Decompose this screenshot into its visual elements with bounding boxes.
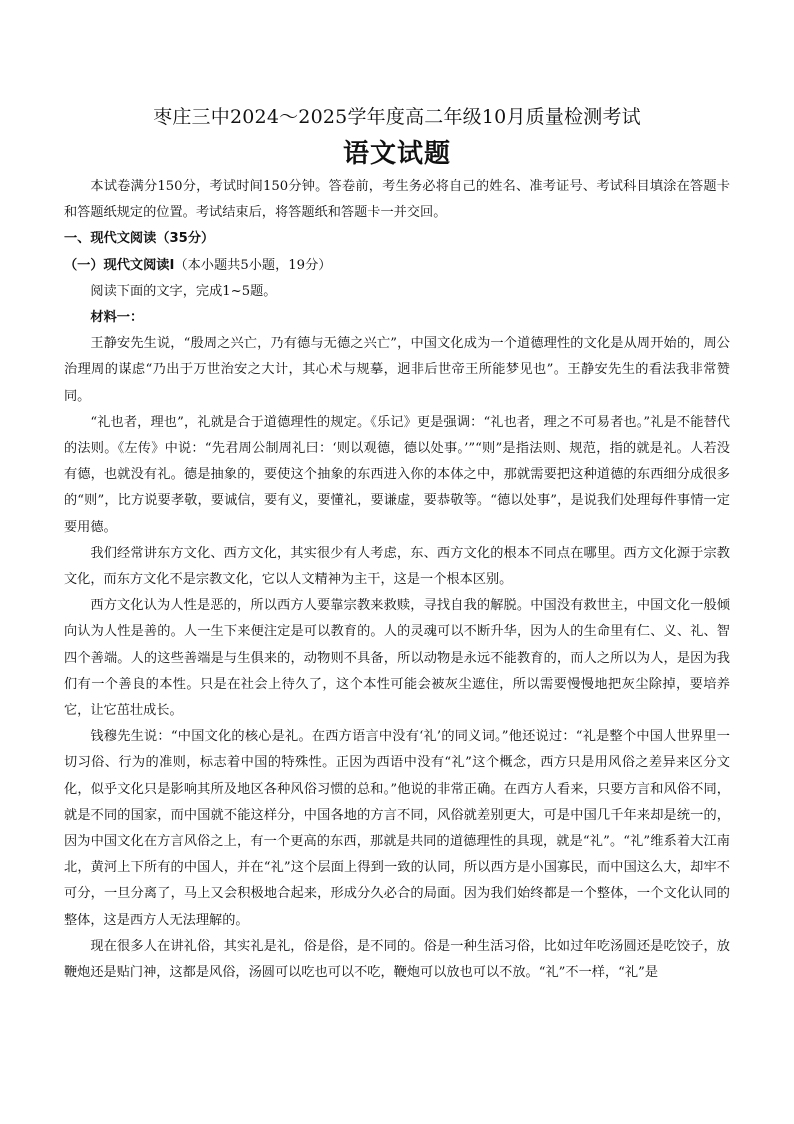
material-label: 材料一：: [90, 310, 144, 326]
exam-title: 枣庄三中2024～2025学年度高二年级10月质量检测考试: [153, 106, 641, 128]
paragraph: 王静安先生说，“殷周之兴亡，乃有德与无德之兴亡”，中国文化成为一个道德理性的文化是从周开始的，周公治理周的谋虑“乃出于万世治安之大计，其心术与规摹，迥非后世帝王所能梦见也”。王静安先生的看法我非常赞同。: [64, 336, 730, 404]
paragraph: 钱穆先生说：“中国文化的核心是礼。在西方语言中没有‘礼’的同义词。”他还说过：“礼是整个中国人世界里一切习俗、行为的准则，标志着中国的特殊性。正因为西语中没有“礼”这个概念，西方只是用风俗之差异来区分文化，似乎文化只是影响其所及地区各种风俗习惯的总和。”他说的非常正确。在西方人看来，只要方言和风俗不同，就是不同的国家，而中国就不能这样分，中国各地的方言不同，风俗就差别更大，可是中国几千年来却是统一的，因为中国文化在方言风俗之上，有一个更高的东西，那就是共同的道德理性的具现，就是“礼”。“礼”维系着大江南北，黄河上下所有的中国人，并在“礼”这个层面上得到一致的认同，所以西方是小国寡民，而中国这么大，却牢不可分，一旦分离了，马上又会积极地合起来，形成分久必合的局面。因为我们始终都是一个整体，一个文化认同的整体，这是西方人无法理解的。: [64, 729, 730, 928]
exam-page: [64, 102, 730, 986]
reading-prompt: 阅读下面的文字，完成1~5题。: [90, 283, 277, 299]
subsection-label: （一）现代文阅读Ⅰ: [64, 257, 175, 273]
material-heading: [64, 305, 730, 331]
paragraph: “礼也者，理也”，礼就是合于道德理性的规定。《乐记》更是强调：“礼也者，理之不可易者也。”礼是不能替代的法则。《左传》中说：“先君周公制周礼曰：‘则以观德，德以处事。’”“则”是指法则、规范，指的就是礼。人若没有德，也就没有礼。德是抽象的，要使这个抽象的东西进入你的本体之中，那就需要把这种道德的东西细分成很多的“则”，比方说要孝敬，要诚信，要有义，要懂礼，要谦虚，要恭敬等。“德以处事”，是说我们处理每件事情一定要用德。: [64, 414, 730, 535]
subsection-heading: [64, 253, 730, 279]
section-label: 一、现代文阅读（35分）: [64, 231, 215, 247]
section-heading: [64, 226, 730, 252]
paragraph: 西方文化认为人性是恶的，所以西方人要靠宗教来救赎，寻找自我的解脱。中国没有救世主，中国文化一般倾向认为人性是善的。人一生下来便注定是可以教育的。人的灵魂可以不断升华，因为人的生命里有仁、义、礼、智四个善端。人的这些善端是与生俱来的，动物则不具备，所以动物是永远不能教育的，而人之所以为人，是因为我们有一个善良的本性。只是在社会上待久了，这个本性可能会被灰尘遮住，所以需要慢慢地把灰尘除掉，要培养它，让它茁壮成长。: [64, 598, 730, 719]
paragraph: 现在很多人在讲礼俗，其实礼是礼，俗是俗，是不同的。俗是一种生活习俗，比如过年吃汤圆还是吃饺子，放鞭炮还是贴门神，这都是风俗，汤圆可以吃也可以不吃，鞭炮可以放也可以不放。“礼”不一样，“礼”是: [64, 938, 730, 981]
subject-title: 语文试题: [342, 139, 451, 169]
subsection-note: （本小题共5小题，19分）: [174, 257, 332, 273]
paragraph: 我们经常讲东方文化、西方文化，其实很少有人考虑，东、西方文化的根本不同点在哪里。西方文化源于宗教文化，而东方文化不是宗教文化，它以人文精神为主干，这是一个根本区别。: [64, 545, 730, 588]
exam-instructions: 本试卷满分150分，考试时间150分钟。答卷前，考生务必将自己的姓名、准考证号、考试科目填涂在答题卡和答题纸规定的位置。考试结束后，将答题纸和答题卡一并交回。: [64, 179, 730, 221]
